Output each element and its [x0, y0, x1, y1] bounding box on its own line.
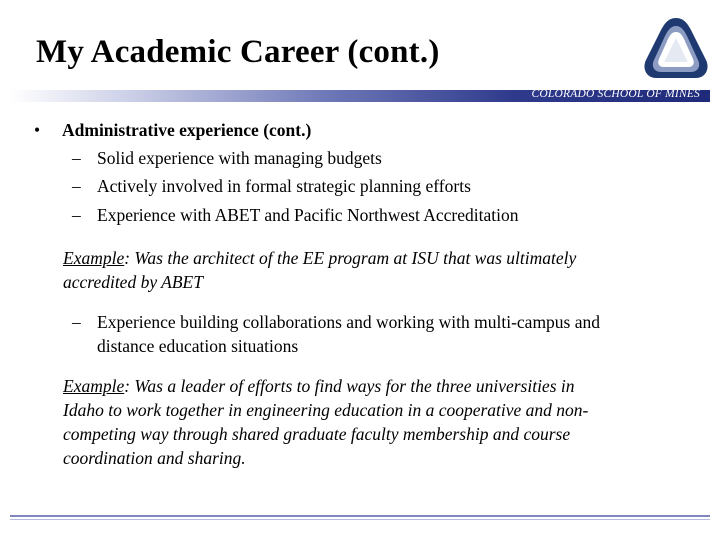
dash-icon: – [72, 205, 81, 225]
dash-icon: – [72, 312, 81, 332]
banner-text: COLORADO SCHOOL OF MINES [531, 88, 700, 100]
footer-divider-thin [10, 519, 710, 520]
dash-icon: – [72, 148, 81, 168]
example-label: Example [63, 248, 125, 268]
bullet-heading: Administrative experience (cont.) [62, 120, 312, 140]
sub-item-text: Actively involved in formal strategic planning efforts [97, 176, 471, 196]
sub-item-budgets [72, 148, 382, 169]
example-2-line-1 [63, 376, 575, 397]
sub-item-planning [72, 176, 471, 197]
bullet-heading-line [34, 120, 311, 141]
example-2-line-4: coordination and sharing. [63, 448, 246, 468]
example-2-line-3: competing way through shared graduate faculty membership and course [63, 424, 571, 444]
sub-item-collaborations [72, 312, 600, 333]
sub-item-text: Experience building collaborations and working with multi-campus and [97, 312, 601, 332]
bullet-icon: • [34, 120, 41, 140]
dash-icon: – [72, 176, 81, 196]
footer-divider [10, 515, 710, 517]
sub-item-text: Experience with ABET and Pacific Northwest Accreditation [97, 205, 519, 225]
example-1-line-2: accredited by ABET [63, 272, 203, 292]
sub-item-abet [72, 205, 519, 226]
example-text: : Was a leader of efforts to find ways for the three universities in [124, 376, 575, 396]
sub-item-text: Solid experience with managing budgets [97, 148, 382, 168]
slide-title: My Academic Career (cont.) [36, 34, 440, 70]
example-text: : Was the architect of the EE program at ISU that was ultimately [124, 248, 577, 268]
example-label: Example [63, 376, 125, 396]
example-1-line-1 [63, 248, 576, 269]
example-2-line-2: Idaho to work together in engineering education in a cooperative and non- [63, 400, 589, 420]
sub-item-collaborations-cont: distance education situations [97, 336, 299, 356]
